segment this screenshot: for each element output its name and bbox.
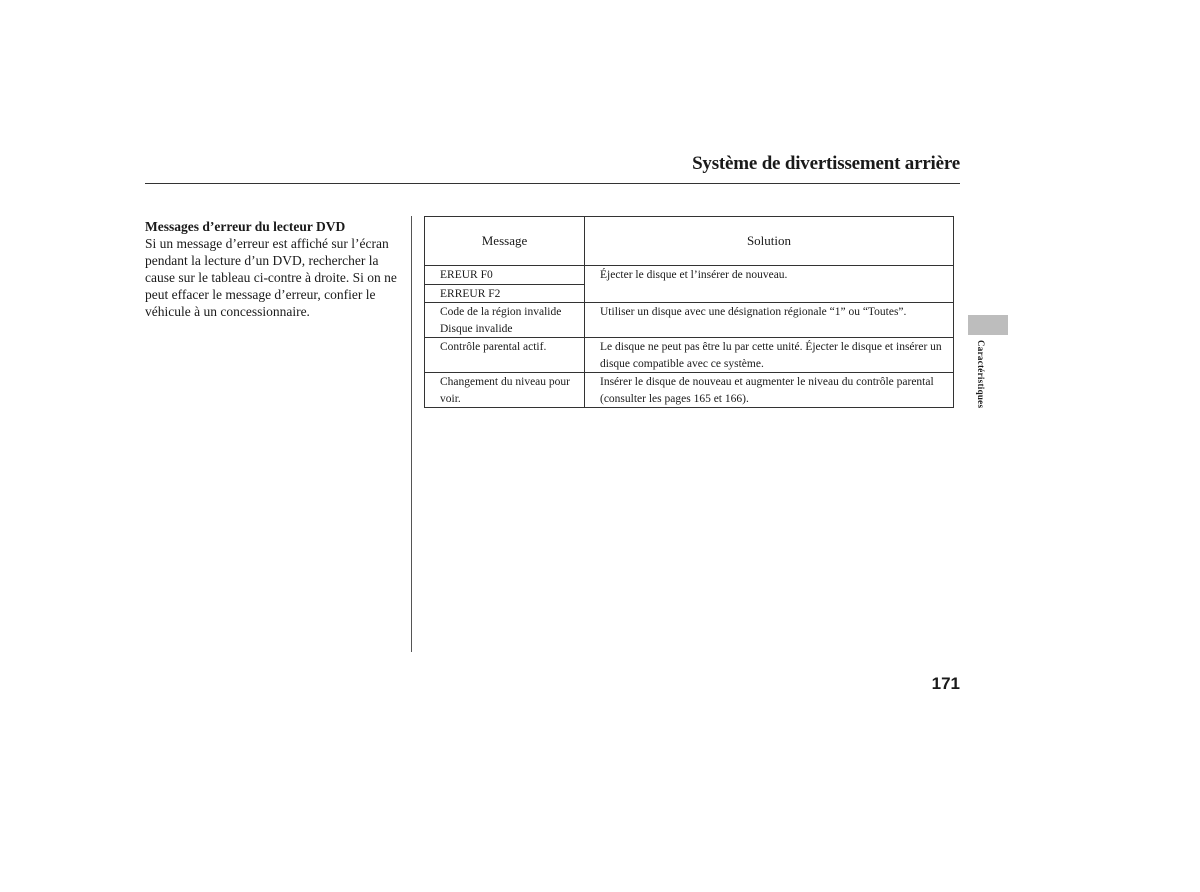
left-column bbox=[145, 218, 405, 320]
error-table bbox=[424, 216, 954, 408]
column-header-message: Message bbox=[425, 217, 585, 266]
page-title: Système de divertissement arrière bbox=[692, 153, 960, 174]
solution-cell: Utiliser un disque avec une désignation régionale “1” ou “Toutes”. bbox=[585, 303, 954, 338]
message-cell: Changement du niveau pour voir. bbox=[425, 373, 585, 408]
chapter-tab-marker bbox=[968, 315, 1008, 335]
message-cell: Contrôle parental actif. bbox=[425, 338, 585, 373]
message-cell: EREUR F0 bbox=[425, 266, 585, 285]
section-body: Si un message d’erreur est affiché sur l’écran pendant la lecture d’un DVD, rechercher la cause sur le tableau ci-contre à droite. Si on ne peut effacer le message d’erreur, confier le véhicule à un concessionnaire. bbox=[145, 236, 397, 319]
message-cell: ERREUR F2 bbox=[425, 284, 585, 303]
page-number: 171 bbox=[931, 674, 960, 693]
table-row bbox=[425, 373, 954, 408]
column-header-solution: Solution bbox=[585, 217, 954, 266]
table-row bbox=[425, 266, 954, 285]
solution-cell: Le disque ne peut pas être lu par cette unité. Éjecter le disque et insérer un disque compatible avec ce système. bbox=[585, 338, 954, 373]
table-row bbox=[425, 303, 954, 338]
chapter-tab-label: Caractéristiques bbox=[976, 340, 986, 409]
section-heading: Messages d’erreur du lecteur DVD bbox=[145, 219, 346, 234]
column-divider bbox=[411, 216, 412, 652]
table-header-row bbox=[425, 217, 954, 266]
solution-cell: Insérer le disque de nouveau et augmenter le niveau du contrôle parental (consulter les pages 165 et 166). bbox=[585, 373, 954, 408]
message-cell: Code de la région invalide Disque invalide bbox=[425, 303, 585, 338]
table-row bbox=[425, 338, 954, 373]
solution-cell: Éjecter le disque et l’insérer de nouveau. bbox=[585, 266, 954, 303]
title-rule bbox=[145, 183, 960, 184]
